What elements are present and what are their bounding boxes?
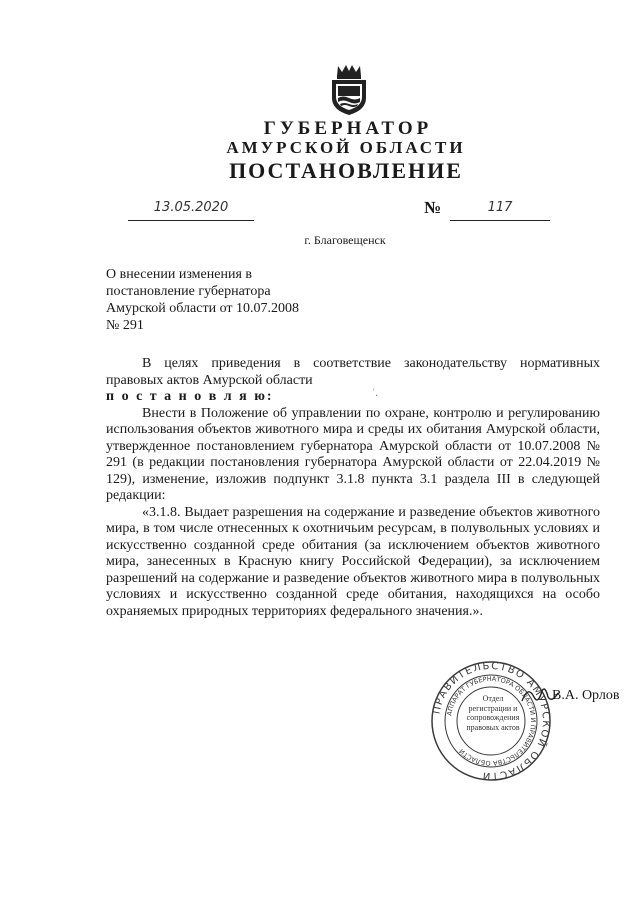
amendment-paragraph: Внести в Положение об управлении по охране, контролю и регулированию использования объектов животного мира и среды их обитания Амурской области, утвержденное постановлением губернатора Амурской области от 10.07.2008 № 291 (в редакции постановления губернатора Амурской области от 22.04.2019 № 129), изменение, изложив подпункт 3.1.8 пункта 3.1 раздела III в следующей редакции: bbox=[106, 405, 600, 503]
city: г. Благовещенск bbox=[304, 233, 386, 247]
coat-of-arms-icon bbox=[328, 62, 370, 116]
number-label: № bbox=[424, 198, 442, 217]
signer-name: В.А. Орлов bbox=[552, 688, 620, 703]
stamp-center-text: Отдел регистрации и сопровождения правовых актов bbox=[466, 694, 520, 732]
document-number: 117 bbox=[450, 200, 550, 221]
preamble-paragraph: В целях приведения в соответствие законодательству нормативных правовых актов Амурской области bbox=[106, 356, 600, 388]
document-subject: О внесении изменения в постановление губернатора Амурской области от 10.07.2008 № 291 bbox=[106, 267, 299, 333]
decree-word: п о с т а н о в л я ю: bbox=[106, 389, 274, 404]
stamp-outer-text: ПРАВИТЕЛЬСТВО АМУРСКОЙ ОБЛАСТИ bbox=[431, 660, 552, 782]
document-body bbox=[106, 356, 600, 620]
new-wording-paragraph: «3.1.8. Выдает разрешения на содержание и разведение объектов животного мира, в том числе отнесенных к охотничьим ресурсам, в полувольных условиях и искусственно созданной среде обитания (за исключением объектов животного мира, занесенных в Красную книгу Российской Федерации), за исключением разрешений на содержание и разведение объектов животного мира в полувольных условиях и искусственно созданной среде обитания, находящихся на особо охраняемых природных территориях федерального значения.». bbox=[106, 504, 600, 619]
issuer-region: АМУРСКОЙ ОБЛАСТИ bbox=[226, 138, 466, 157]
scan-mark: ʿ. bbox=[372, 388, 378, 399]
document-type: ПОСТАНОВЛЕНИЕ bbox=[229, 158, 463, 183]
issuer-title: ГУБЕРНАТОР bbox=[263, 118, 433, 139]
stamp-inner-text: АППАРАТ ГУБЕРНАТОРА ОБЛАСТИ И ПРАВИТЕЛЬСТВА ОБЛАСТИ bbox=[445, 674, 538, 768]
document-date: 13.05.2020 bbox=[128, 200, 254, 221]
